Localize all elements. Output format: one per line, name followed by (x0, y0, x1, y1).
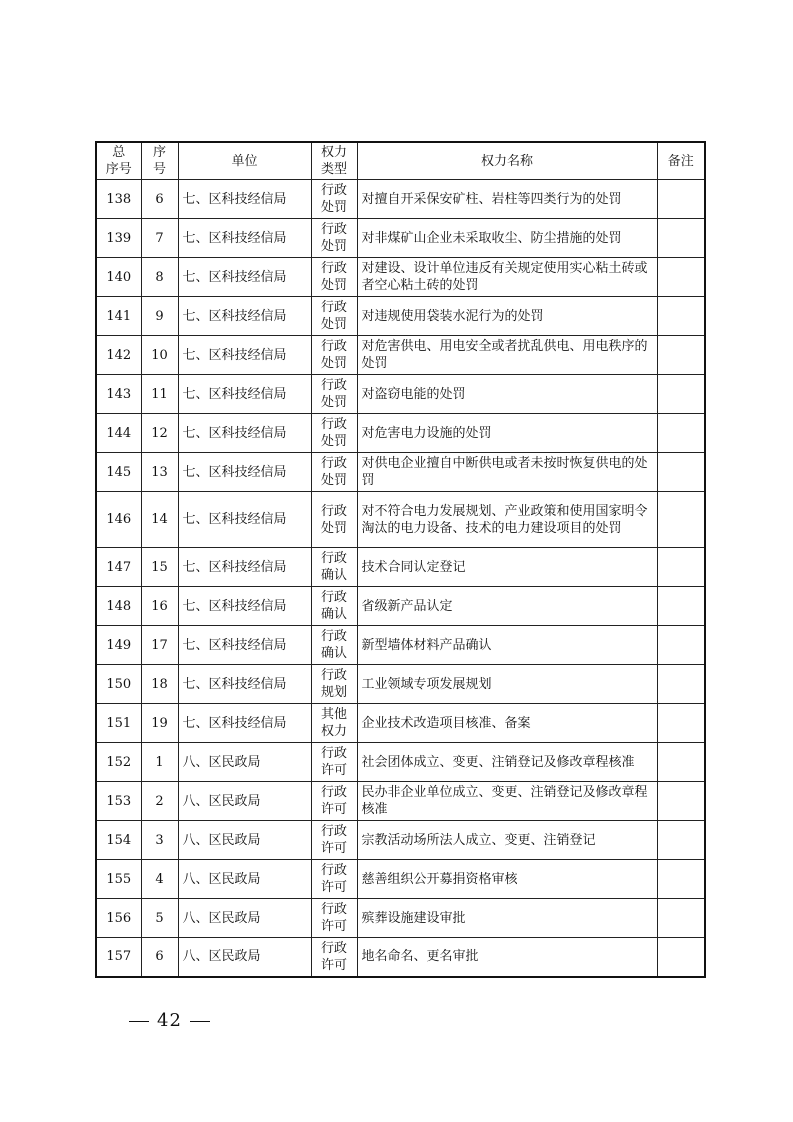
row-seq-no: 10 (141, 336, 178, 375)
row-seq-no: 3 (141, 821, 178, 860)
row-power-name: 殡葬设施建设审批 (357, 899, 657, 938)
row-total-no: 153 (96, 782, 141, 821)
row-power-type: 行政 许可 (311, 938, 357, 977)
row-remark (657, 704, 705, 743)
table-row (96, 219, 705, 258)
row-unit: 七、区科技经信局 (178, 219, 311, 258)
row-total-no: 140 (96, 258, 141, 297)
row-power-type: 行政 许可 (311, 782, 357, 821)
table-row (96, 743, 705, 782)
row-total-no: 141 (96, 297, 141, 336)
row-power-type: 行政 处罚 (311, 414, 357, 453)
table-row (96, 414, 705, 453)
row-remark (657, 297, 705, 336)
page-footer (121, 1010, 218, 1031)
row-power-name: 对危害供电、用电安全或者扰乱供电、用电秩序的处罚 (357, 336, 657, 375)
row-seq-no: 14 (141, 492, 178, 548)
header-remark: 备注 (657, 142, 705, 180)
row-seq-no: 12 (141, 414, 178, 453)
row-seq-no: 8 (141, 258, 178, 297)
row-power-name: 对危害电力设施的处罚 (357, 414, 657, 453)
row-remark (657, 453, 705, 492)
row-seq-no: 4 (141, 860, 178, 899)
row-total-no: 147 (96, 548, 141, 587)
header-unit: 单位 (178, 142, 311, 180)
row-unit: 八、区民政局 (178, 899, 311, 938)
row-unit: 八、区民政局 (178, 782, 311, 821)
row-total-no: 152 (96, 743, 141, 782)
row-remark (657, 414, 705, 453)
row-total-no: 143 (96, 375, 141, 414)
table-row (96, 626, 705, 665)
row-remark (657, 626, 705, 665)
row-seq-no: 17 (141, 626, 178, 665)
row-unit: 七、区科技经信局 (178, 626, 311, 665)
row-remark (657, 375, 705, 414)
footer-dash-left (129, 1021, 149, 1022)
table-body (96, 180, 705, 977)
row-remark (657, 821, 705, 860)
header-power-name: 权力名称 (357, 142, 657, 180)
row-unit: 七、区科技经信局 (178, 548, 311, 587)
row-seq-no: 7 (141, 219, 178, 258)
row-unit: 七、区科技经信局 (178, 587, 311, 626)
row-remark (657, 219, 705, 258)
table-row (96, 548, 705, 587)
row-remark (657, 782, 705, 821)
row-seq-no: 9 (141, 297, 178, 336)
page-number: 42 (157, 1010, 182, 1031)
row-unit: 七、区科技经信局 (178, 414, 311, 453)
table-row (96, 375, 705, 414)
row-power-name: 对供电企业擅自中断供电或者未按时恢复供电的处罚 (357, 453, 657, 492)
power-list-table (95, 141, 706, 978)
row-unit: 七、区科技经信局 (178, 180, 311, 219)
row-seq-no: 19 (141, 704, 178, 743)
row-power-type: 其他 权力 (311, 704, 357, 743)
row-remark (657, 180, 705, 219)
row-total-no: 148 (96, 587, 141, 626)
table-row (96, 587, 705, 626)
row-unit: 七、区科技经信局 (178, 665, 311, 704)
row-power-type: 行政 许可 (311, 899, 357, 938)
row-unit: 八、区民政局 (178, 743, 311, 782)
row-power-type: 行政 确认 (311, 626, 357, 665)
row-power-type: 行政 处罚 (311, 492, 357, 548)
row-remark (657, 743, 705, 782)
row-total-no: 154 (96, 821, 141, 860)
row-remark (657, 548, 705, 587)
table-row (96, 258, 705, 297)
row-seq-no: 1 (141, 743, 178, 782)
table-row (96, 704, 705, 743)
row-total-no: 142 (96, 336, 141, 375)
table-row (96, 899, 705, 938)
row-total-no: 150 (96, 665, 141, 704)
row-remark (657, 938, 705, 977)
row-power-type: 行政 许可 (311, 821, 357, 860)
row-seq-no: 16 (141, 587, 178, 626)
row-total-no: 151 (96, 704, 141, 743)
table-row (96, 821, 705, 860)
header-power-type: 权力 类型 (311, 142, 357, 180)
row-power-type: 行政 许可 (311, 743, 357, 782)
row-power-name: 省级新产品认定 (357, 587, 657, 626)
row-unit: 七、区科技经信局 (178, 258, 311, 297)
row-power-name: 对建设、设计单位违反有关规定使用实心粘土砖或者空心粘土砖的处罚 (357, 258, 657, 297)
row-power-name: 社会团体成立、变更、注销登记及修改章程核准 (357, 743, 657, 782)
row-remark (657, 665, 705, 704)
row-unit: 七、区科技经信局 (178, 492, 311, 548)
row-unit: 八、区民政局 (178, 860, 311, 899)
footer-dash-right (190, 1021, 210, 1022)
row-unit: 七、区科技经信局 (178, 336, 311, 375)
row-unit: 八、区民政局 (178, 821, 311, 860)
row-power-name: 工业领域专项发展规划 (357, 665, 657, 704)
row-unit: 七、区科技经信局 (178, 297, 311, 336)
row-power-type: 行政 处罚 (311, 180, 357, 219)
row-power-type: 行政 处罚 (311, 375, 357, 414)
table-header-row (96, 142, 705, 180)
row-seq-no: 18 (141, 665, 178, 704)
row-total-no: 139 (96, 219, 141, 258)
row-power-name: 对擅自开采保安矿柱、岩柱等四类行为的处罚 (357, 180, 657, 219)
row-power-name: 宗教活动场所法人成立、变更、注销登记 (357, 821, 657, 860)
row-seq-no: 15 (141, 548, 178, 587)
row-power-name: 企业技术改造项目核准、备案 (357, 704, 657, 743)
row-remark (657, 492, 705, 548)
row-power-name: 地名命名、更名审批 (357, 938, 657, 977)
table-row (96, 492, 705, 548)
row-seq-no: 13 (141, 453, 178, 492)
row-total-no: 146 (96, 492, 141, 548)
row-power-type: 行政 处罚 (311, 258, 357, 297)
row-power-type: 行政 处罚 (311, 453, 357, 492)
row-power-name: 对违规使用袋装水泥行为的处罚 (357, 297, 657, 336)
row-unit: 七、区科技经信局 (178, 375, 311, 414)
row-power-type: 行政 许可 (311, 860, 357, 899)
row-total-no: 144 (96, 414, 141, 453)
row-power-type: 行政 处罚 (311, 219, 357, 258)
row-seq-no: 6 (141, 938, 178, 977)
row-power-type: 行政 处罚 (311, 297, 357, 336)
table-row (96, 782, 705, 821)
row-total-no: 149 (96, 626, 141, 665)
row-total-no: 156 (96, 899, 141, 938)
row-power-type: 行政 处罚 (311, 336, 357, 375)
row-power-name: 对不符合电力发展规划、产业政策和使用国家明令淘汰的电力设备、技术的电力建设项目的处罚 (357, 492, 657, 548)
header-total-no: 总 序号 (96, 142, 141, 180)
row-total-no: 138 (96, 180, 141, 219)
row-power-name: 技术合同认定登记 (357, 548, 657, 587)
row-remark (657, 899, 705, 938)
row-seq-no: 5 (141, 899, 178, 938)
row-remark (657, 258, 705, 297)
table-row (96, 453, 705, 492)
row-unit: 八、区民政局 (178, 938, 311, 977)
row-remark (657, 860, 705, 899)
row-power-type: 行政 确认 (311, 548, 357, 587)
row-power-name: 民办非企业单位成立、变更、注销登记及修改章程核准 (357, 782, 657, 821)
row-power-name: 慈善组织公开募捐资格审核 (357, 860, 657, 899)
row-unit: 七、区科技经信局 (178, 453, 311, 492)
row-power-name: 对盗窃电能的处罚 (357, 375, 657, 414)
table-row (96, 665, 705, 704)
row-power-type: 行政 确认 (311, 587, 357, 626)
row-remark (657, 587, 705, 626)
table-row (96, 860, 705, 899)
table-row (96, 938, 705, 977)
row-seq-no: 6 (141, 180, 178, 219)
row-power-type: 行政 规划 (311, 665, 357, 704)
row-remark (657, 336, 705, 375)
header-seq-no: 序 号 (141, 142, 178, 180)
row-seq-no: 11 (141, 375, 178, 414)
row-total-no: 145 (96, 453, 141, 492)
row-total-no: 157 (96, 938, 141, 977)
row-seq-no: 2 (141, 782, 178, 821)
row-power-name: 新型墙体材料产品确认 (357, 626, 657, 665)
row-power-name: 对非煤矿山企业未采取收尘、防尘措施的处罚 (357, 219, 657, 258)
table-row (96, 336, 705, 375)
row-unit: 七、区科技经信局 (178, 704, 311, 743)
row-total-no: 155 (96, 860, 141, 899)
table-row (96, 180, 705, 219)
table-row (96, 297, 705, 336)
